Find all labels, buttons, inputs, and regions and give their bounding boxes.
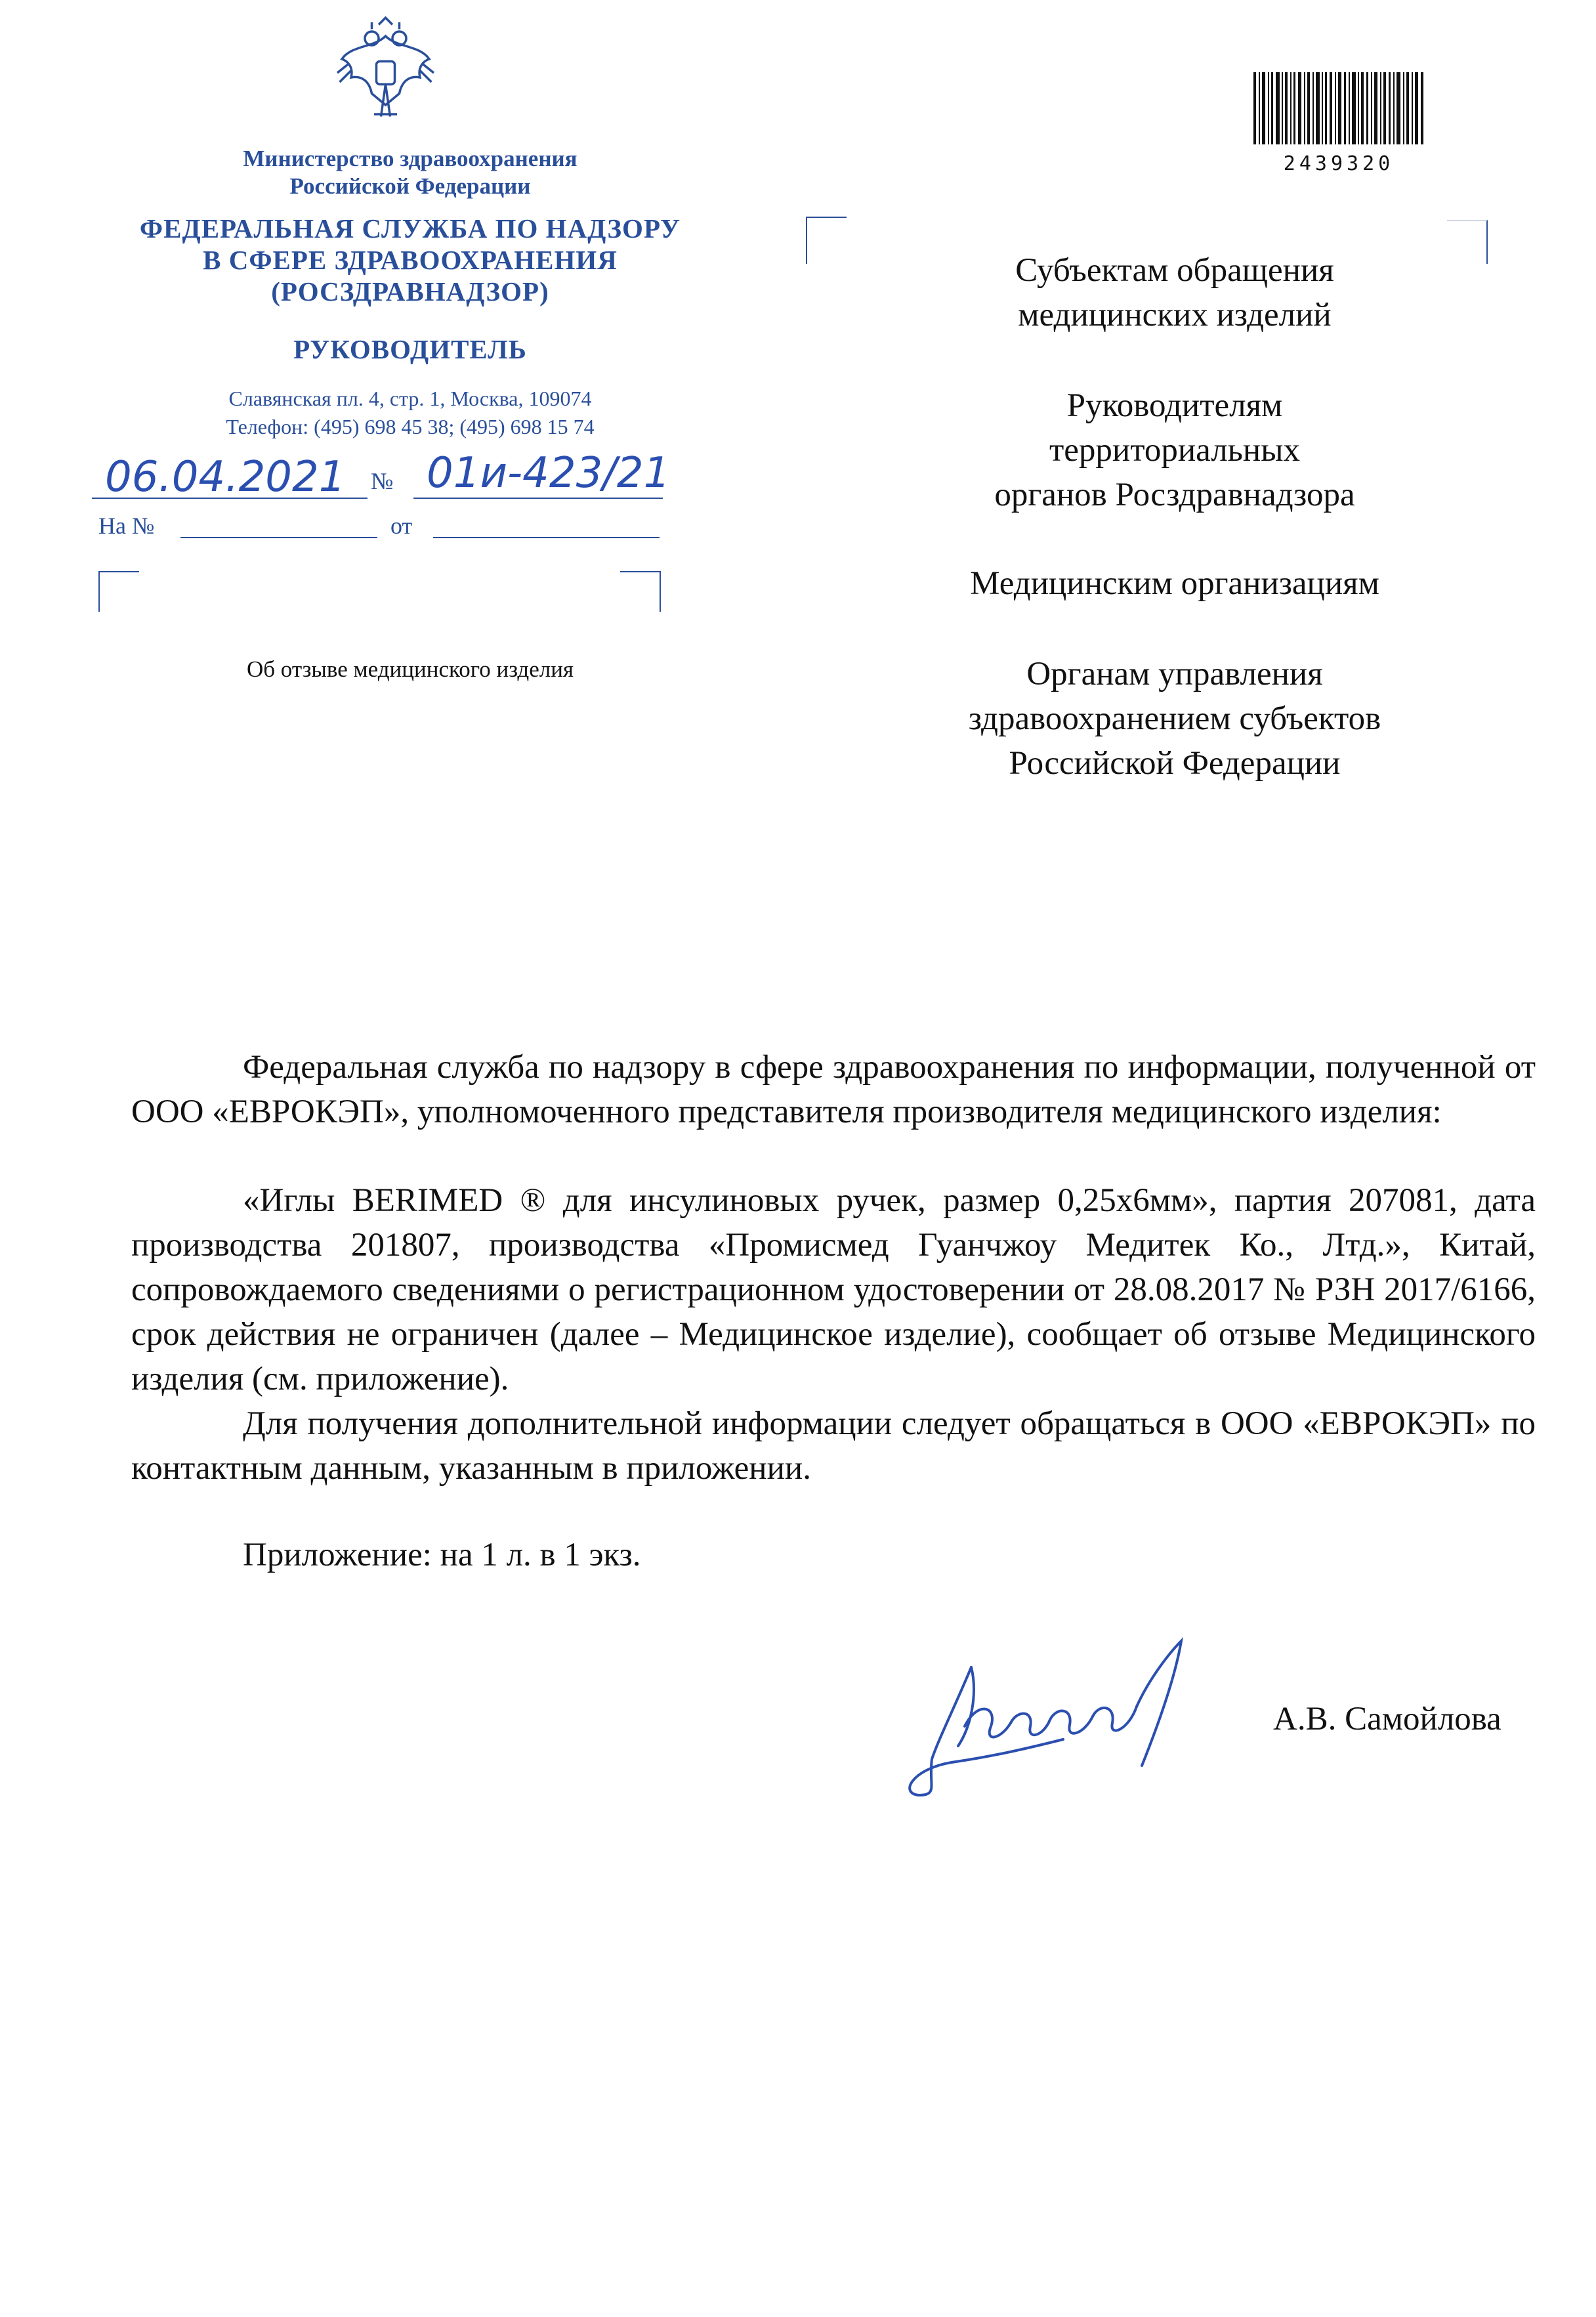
barcode-icon xyxy=(1253,72,1424,144)
addressee-line: Субъектам обращения xyxy=(1015,252,1334,289)
barcode-number: 2439320 xyxy=(1283,152,1395,175)
handwritten-number: 01и-423/21 xyxy=(427,449,671,498)
number-underline xyxy=(413,498,663,499)
body-paragraph-2: «Иглы BERIMED ® для инсулиновых ручек, размер 0,25х6мм», партия 207081, дата производства 201807, производства «Промисмед Гуанчжоу Медитек Ко., Лтд.», Китай, сопровождаемого сведениями о регистрационном удостоверении от 28.08.2017 № РЗН 2017/6166, срок действия не ограничен (далее – Медицинское изделие), сообщает об отзыве Медицинского изделия (см. приложение). xyxy=(131,1182,1536,1397)
number-sign: № xyxy=(371,468,394,494)
date-underline xyxy=(92,498,368,499)
service-name-line-2: В СФЕРЕ ЗДРАВООХРАНЕНИЯ xyxy=(203,245,618,275)
ministry-name-line-2: Российской Федерации xyxy=(289,173,531,199)
handwritten-date: 06.04.2021 xyxy=(105,453,346,501)
position-title: РУКОВОДИТЕЛЬ xyxy=(293,334,527,364)
body-paragraph-1: Федеральная служба по надзору в сфере здравоохранения по информации, полученной от ООО «ЕВРОКЭП», уполномоченного представителя производителя медицинского изделия: xyxy=(131,1049,1536,1130)
addressee-line: органов Росздравнадзора xyxy=(994,477,1355,513)
addressee-group-2 xyxy=(906,383,1444,517)
coat-of-arms-emblem-icon xyxy=(328,13,443,128)
addressee-line: Руководителям xyxy=(1066,387,1283,424)
service-name-line-3: (РОСЗДРАВНАДЗОР) xyxy=(271,276,549,307)
addressee-group-1 xyxy=(906,248,1444,337)
registration-line xyxy=(92,449,671,505)
addressee-line: Медицинским организациям xyxy=(970,565,1379,602)
addressee-group-4 xyxy=(906,652,1444,786)
body-paragraph-3: Для получения дополнительной информации следует обращаться в ООО «ЕВРОКЭП» по контактным данным, указанным в приложении. xyxy=(131,1405,1536,1487)
signer-name: А.В. Самойлова xyxy=(1273,1701,1502,1737)
handwritten-signature xyxy=(892,1628,1234,1812)
reply-from-label: от xyxy=(390,513,413,539)
addressee-line: Российской Федерации xyxy=(1009,745,1341,782)
reply-date-blank xyxy=(433,537,660,538)
corner-mark-top-right xyxy=(620,571,661,612)
reply-number-label: На № xyxy=(98,513,155,539)
corner-mark-top-left xyxy=(98,571,139,612)
addressee-line: здравоохранением субъектов xyxy=(968,700,1381,737)
letter-subject: Об отзыве медицинского изделия xyxy=(246,656,574,682)
attachment-note: Приложение: на 1 л. в 1 экз. xyxy=(243,1537,641,1573)
service-name-line-1: ФЕДЕРАЛЬНАЯ СЛУЖБА ПО НАДЗОРУ xyxy=(139,213,681,244)
addressee-corner-right xyxy=(1447,220,1488,264)
addressee-line: медицинских изделий xyxy=(1018,297,1332,333)
addressee-group-3 xyxy=(906,561,1444,606)
addressee-corner-left xyxy=(806,217,847,264)
reply-reference-line xyxy=(98,512,669,545)
addressee-line: Органам управления xyxy=(1026,656,1323,692)
reply-number-blank xyxy=(180,537,377,538)
addressee-line: территориальных xyxy=(1049,432,1300,469)
office-phone: Телефон: (495) 698 45 38; (495) 698 15 74 xyxy=(226,415,595,438)
ministry-name-line-1: Министерство здравоохранения xyxy=(243,146,578,171)
office-address: Славянская пл. 4, стр. 1, Москва, 109074 xyxy=(228,387,592,410)
